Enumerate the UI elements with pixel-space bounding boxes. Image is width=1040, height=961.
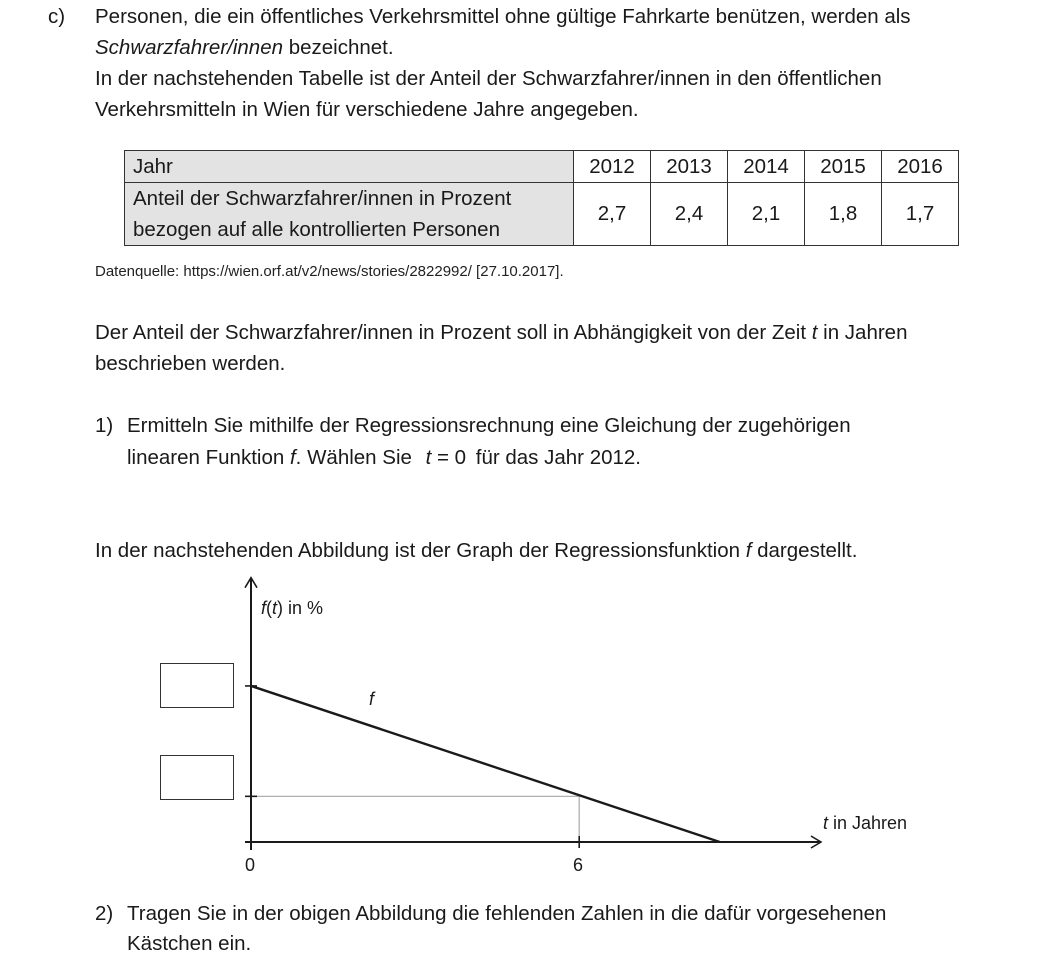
table-value-cell: 1,8 <box>805 183 882 246</box>
task-1-equation-rest: = 0 <box>431 446 467 469</box>
table-row-label-line-1: Anteil der Schwarzfahrer/innen in Prozent <box>133 187 512 210</box>
term-schwarzfahrer: Schwarzfahrer/innen <box>95 36 284 59</box>
variable-t: t <box>811 321 818 344</box>
y-axis-label: f(t) in % <box>261 598 324 618</box>
table-year-cell: 2012 <box>574 151 651 183</box>
curve-label <box>369 689 374 710</box>
table-year-cell: 2013 <box>651 151 728 183</box>
y-axis-label-fn: f <box>261 598 267 618</box>
task-1-line-2-b: . Wählen Sie <box>295 446 418 469</box>
description-line-1-a: Der Anteil der Schwarzfahrer/innen in Prozent soll in Abhängigkeit von der Zeit <box>95 321 812 344</box>
task-1-number: 1) <box>95 414 114 437</box>
answer-box-value-at-6[interactable] <box>160 755 234 800</box>
table-value-cell: 2,4 <box>651 183 728 246</box>
task-2-number: 2) <box>95 902 114 925</box>
task-2-line-1: Tragen Sie in der obigen Abbildung die fehlenden Zahlen in die dafür vorgesehenen <box>127 902 887 925</box>
table-row-label-line-2: bezogen auf alle kontrollierten Personen <box>133 218 500 241</box>
curve-label-f: f <box>369 689 375 709</box>
x-tick-label: 6 <box>573 855 584 875</box>
figure-intro-b: dargestellt. <box>751 539 858 562</box>
part-label: c) <box>48 5 66 28</box>
intro-line-2-rest: bezeichnet. <box>283 36 394 59</box>
x-axis-label-rest: in Jahren <box>828 813 908 833</box>
y-axis-label-var: t <box>272 598 278 618</box>
x-tick-label: 0 <box>245 855 256 875</box>
description-line-1-b: in Jahren <box>817 321 908 344</box>
variable-f: f <box>745 539 752 562</box>
x-axis-label-var: t <box>823 813 829 833</box>
chart-layer <box>245 578 821 850</box>
variable-f: f <box>289 446 296 469</box>
table-value-cell: 2,1 <box>728 183 805 246</box>
y-axis-label-unit: in % <box>288 598 324 618</box>
task-1-line-2-c: für das Jahr 2012. <box>470 446 641 469</box>
table-value-cell: 1,7 <box>882 183 959 246</box>
table-value-cell: 2,7 <box>574 183 651 246</box>
data-source: Datenquelle: https://wien.orf.at/v2/news/stories/2822992/ [27.10.2017]. <box>95 263 564 280</box>
intro-line-1: Personen, die ein öffentliches Verkehrsmittel ohne gültige Fahrkarte benützen, werden als <box>95 5 911 28</box>
description-line-2: beschrieben werden. <box>95 352 286 375</box>
x-axis-label <box>823 813 907 834</box>
answer-box-y-intercept[interactable] <box>160 663 234 708</box>
task-1-line-1: Ermitteln Sie mithilfe der Regressionsrechnung eine Gleichung der zugehörigen <box>127 414 851 437</box>
figure-intro-a: In der nachstehenden Abbildung ist der Graph der Regressionsfunktion <box>95 539 746 562</box>
task-2-line-2: Kästchen ein. <box>127 932 252 955</box>
intro-line-4: Verkehrsmitteln in Wien für verschiedene Jahre angegeben. <box>95 98 639 121</box>
table-year-cell: 2016 <box>882 151 959 183</box>
task-1-line-2-a: linearen Funktion <box>127 446 290 469</box>
variable-t: t <box>425 446 432 469</box>
table-year-cell: 2014 <box>728 151 805 183</box>
table-header-label: Jahr <box>125 151 574 183</box>
intro-line-3: In der nachstehenden Tabelle ist der Anteil der Schwarzfahrer/innen in den öffentlichen <box>95 67 882 90</box>
regression-line <box>251 686 720 842</box>
table-year-cell: 2015 <box>805 151 882 183</box>
